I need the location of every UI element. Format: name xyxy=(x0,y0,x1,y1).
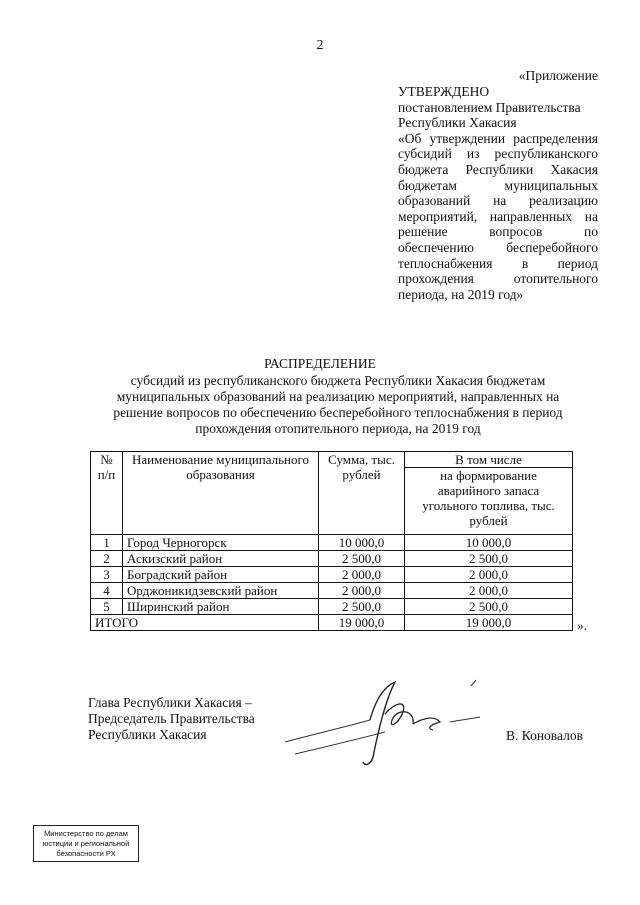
total-row xyxy=(91,615,573,631)
row-amount: 10 000,0 xyxy=(319,535,405,551)
row-amount: 2 000,0 xyxy=(319,567,405,583)
subtitle-line: прохождения отопительного периода, на 2019 год xyxy=(195,421,481,436)
row-number: 3 xyxy=(91,567,123,583)
header-including: В том числе xyxy=(405,452,573,468)
approval-line: УТВЕРЖДЕНО xyxy=(398,84,490,99)
header-name: Наименование муниципального образования xyxy=(123,452,319,535)
approval-line: постановлением Правительства xyxy=(398,99,581,115)
signatory-line: Председатель Правительства xyxy=(88,711,255,726)
approval-line: образований на реализацию xyxy=(398,193,598,209)
total-coal: 19 000,0 xyxy=(405,615,573,631)
row-coal: 10 000,0 xyxy=(405,535,573,551)
approval-line: Республики Хакасия xyxy=(398,115,517,131)
signatory-line: Глава Республики Хакасия – xyxy=(88,695,252,710)
stamp-line: Министерство по делам xyxy=(44,829,128,838)
approval-line: бюджета Республики Хакасия xyxy=(398,161,598,177)
stamp-line: безопасности РХ xyxy=(56,849,116,858)
table-row xyxy=(91,583,573,599)
row-coal: 2 000,0 xyxy=(405,583,573,599)
row-name: Ширинский район xyxy=(123,599,319,615)
total-amount: 19 000,0 xyxy=(319,615,405,631)
table-row xyxy=(91,567,573,583)
row-coal: 2 000,0 xyxy=(405,567,573,583)
approval-block xyxy=(398,84,598,302)
approval-line: обеспечению бесперебойного xyxy=(398,239,598,255)
header-num: № п/п xyxy=(91,452,123,535)
row-name: Аскизский район xyxy=(123,551,319,567)
distribution-title: РАСПРЕДЕЛЕНИЕ xyxy=(264,356,376,371)
approval-line: решение вопросов по xyxy=(398,224,598,240)
row-name: Город Черногорск xyxy=(123,535,319,551)
row-number: 4 xyxy=(91,583,123,599)
approval-line: мероприятий, направленных на xyxy=(398,208,598,224)
approval-line: бюджетам муниципальных xyxy=(398,177,598,193)
signatory-line: Республики Хакасия xyxy=(88,727,207,742)
row-number: 5 xyxy=(91,599,123,615)
header-coal-reserve: на формирование аварийного запаса угольного топлива, тыс. рублей xyxy=(405,468,573,535)
row-amount: 2 000,0 xyxy=(319,583,405,599)
subtitle-line: решение вопросов по обеспечению бесперебойного теплоснабжения в период xyxy=(113,405,563,420)
row-number: 1 xyxy=(91,535,123,551)
row-number: 2 xyxy=(91,551,123,567)
row-name: Боградский район xyxy=(123,567,319,583)
subsidy-table xyxy=(90,451,573,631)
row-amount: 2 500,0 xyxy=(319,599,405,615)
signatory-block xyxy=(88,695,255,743)
table-row xyxy=(91,599,573,615)
subtitle-line: муниципальных образований на реализацию мероприятий, направленных на xyxy=(116,389,560,404)
approval-line: «Об утверждении распределения xyxy=(398,130,598,146)
approval-line: теплоснабжения в период xyxy=(398,255,598,271)
header-amount: Сумма, тыс. рублей xyxy=(319,452,405,535)
row-coal: 2 500,0 xyxy=(405,551,573,567)
approval-line: прохождения отопительного xyxy=(398,271,598,287)
approval-line: субсидий из республиканского xyxy=(398,146,598,162)
row-amount: 2 500,0 xyxy=(319,551,405,567)
closing-quote: ». xyxy=(577,618,588,633)
total-label: ИТОГО xyxy=(91,615,319,631)
distribution-subtitle xyxy=(84,373,592,437)
subtitle-line: субсидий из республиканского бюджета Республики Хакасия бюджетам xyxy=(130,373,546,388)
table-body xyxy=(91,535,573,631)
row-name: Орджоникидзевский район xyxy=(123,583,319,599)
row-coal: 2 500,0 xyxy=(405,599,573,615)
signatory-name: В. Коновалов xyxy=(506,728,583,743)
ministry-stamp xyxy=(33,825,139,862)
table-row xyxy=(91,551,573,567)
appendix-label: «Приложение xyxy=(518,68,598,83)
approval-line: периода, на 2019 год» xyxy=(398,286,524,302)
stamp-line: юстиции и региональной xyxy=(42,839,130,848)
signature-image xyxy=(275,672,505,772)
page-number: 2 xyxy=(316,38,324,53)
table-row xyxy=(91,535,573,551)
